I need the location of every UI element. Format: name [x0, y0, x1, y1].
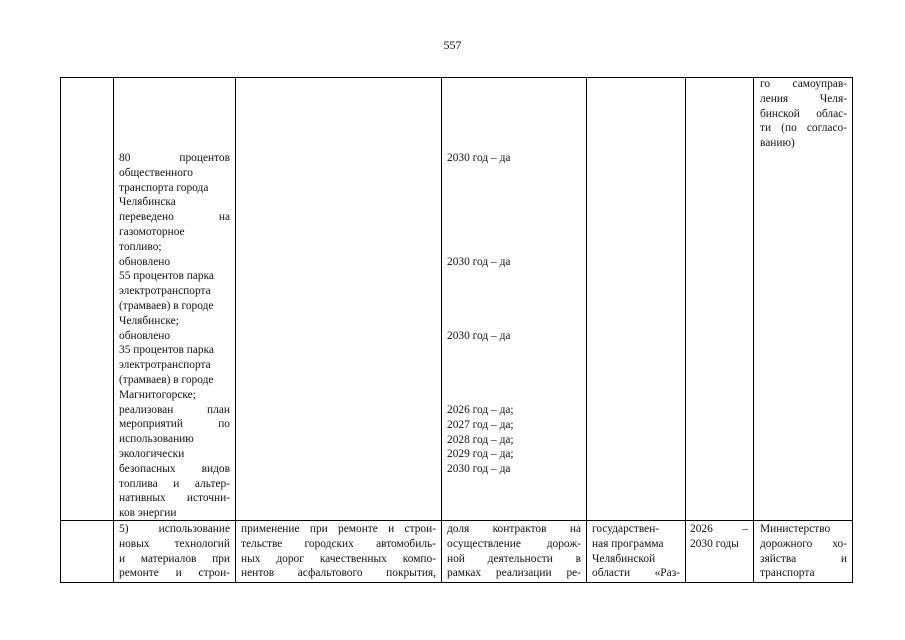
- table-border-bottom: [60, 582, 853, 583]
- text-line: 2030 год – да: [447, 330, 511, 342]
- text-line: мероприятий по: [119, 418, 230, 431]
- text-line: го самоуправ-: [760, 78, 847, 90]
- row2-description-cell: [241, 522, 436, 581]
- text-line: реализован план: [119, 403, 230, 416]
- text-line: переведено на: [119, 211, 230, 224]
- text-line: нативных источни-: [119, 492, 230, 505]
- row1-values-group-1: [447, 151, 581, 166]
- text-line: использованию: [119, 433, 194, 446]
- page-number: 557: [443, 38, 462, 52]
- text-line: топлива и альтер-: [119, 477, 230, 490]
- text-line: транспорта города: [119, 181, 209, 194]
- text-line: 35 процентов парка: [119, 344, 214, 357]
- text-line: 5) использование: [119, 523, 230, 535]
- table-border-right: [852, 77, 853, 583]
- text-line: 2027 год – да;: [447, 418, 514, 431]
- text-line: топливо;: [119, 240, 162, 253]
- text-line: безопасных видов: [119, 462, 230, 475]
- text-line: бинской облас-: [760, 107, 847, 120]
- text-line: ти (по согласо-: [760, 122, 847, 135]
- text-line: Челябинской: [592, 552, 656, 565]
- text-line: доля контрактов на: [447, 523, 581, 535]
- row1-values-group-2: [447, 255, 581, 270]
- text-line: зяйства и: [760, 552, 847, 565]
- text-line: 2026 –: [690, 523, 748, 535]
- row1-values-group-4: [447, 403, 581, 477]
- column-divider: [441, 77, 442, 583]
- text-line: экологически: [119, 447, 185, 460]
- text-line: 2026 год – да;: [447, 404, 514, 416]
- text-line: дорожного хо-: [760, 537, 847, 550]
- column-divider: [685, 77, 686, 583]
- row1-responsible-cell: [760, 77, 847, 151]
- text-line: Челябинска: [119, 196, 176, 209]
- row2-indicator-cell: [447, 522, 581, 581]
- text-line: 80 процентов: [119, 152, 230, 164]
- text-line: осуществление дорож-: [447, 537, 581, 550]
- text-line: ков энергии: [119, 507, 177, 520]
- text-line: 2030 годы: [690, 537, 739, 550]
- row1-indicators-cell: [119, 151, 230, 521]
- text-line: обновлено: [119, 255, 171, 268]
- text-line: нентов асфальтового покрытия,: [241, 567, 436, 580]
- text-line: 2030 год – да: [447, 256, 511, 268]
- text-line: Челябинске;: [119, 314, 179, 327]
- text-line: ления Челя-: [760, 92, 847, 105]
- text-line: 2030 год – да: [447, 463, 511, 476]
- text-line: 2028 год – да;: [447, 433, 514, 446]
- text-line: (трамваев) в городе: [119, 299, 214, 312]
- row2-measure-cell: [119, 522, 230, 581]
- text-line: рамках реализации ре-: [447, 567, 581, 580]
- text-line: тельстве городских автомобиль-: [241, 537, 436, 550]
- text-line: Магнитогорске;: [119, 388, 196, 401]
- row2-period-cell: [690, 522, 748, 552]
- row2-program-cell: [592, 522, 680, 581]
- column-divider: [113, 77, 114, 583]
- text-line: новых технологий: [119, 537, 230, 550]
- text-line: электротранспорта: [119, 285, 211, 298]
- text-line: применение при ремонте и строи-: [241, 523, 436, 535]
- row2-responsible-cell: [760, 522, 847, 581]
- text-line: (трамваев) в городе: [119, 373, 214, 386]
- text-line: 2030 год – да: [447, 152, 511, 164]
- text-line: ная программа: [592, 537, 664, 550]
- column-divider: [235, 77, 236, 583]
- text-line: ремонте и строи-: [119, 567, 230, 580]
- text-line: ных дорог качественных компо-: [241, 552, 436, 565]
- text-line: газомоторное: [119, 225, 185, 238]
- text-line: транспорта: [760, 567, 815, 580]
- row1-values-group-3: [447, 329, 581, 344]
- text-line: 55 процентов парка: [119, 270, 214, 283]
- column-divider: [753, 77, 754, 583]
- text-line: общественного: [119, 166, 193, 179]
- column-divider: [586, 77, 587, 583]
- text-line: области «Раз-: [592, 567, 680, 580]
- table-border-top: [60, 77, 853, 78]
- text-line: обновлено: [119, 329, 171, 342]
- text-line: государствен-: [592, 523, 660, 535]
- text-line: Министерство: [760, 523, 831, 535]
- text-line: ной деятельности в: [447, 552, 581, 565]
- text-line: 2029 год – да;: [447, 448, 514, 461]
- text-line: ванию): [760, 137, 795, 150]
- text-line: и материалов при: [119, 552, 230, 565]
- table-border-left: [60, 77, 61, 583]
- text-line: электротранспорта: [119, 359, 211, 372]
